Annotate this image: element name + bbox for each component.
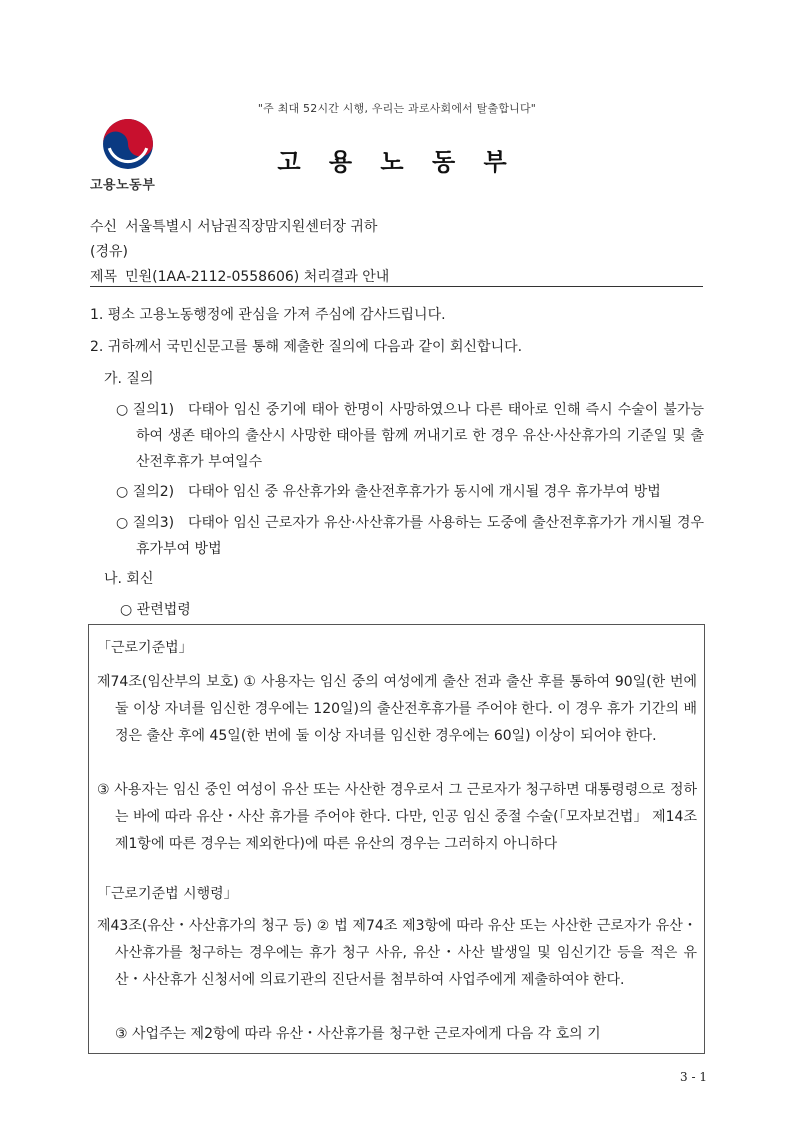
slogan: "주 최대 52시간 시행, 우리는 과로사회에서 탈출합니다"	[257, 102, 537, 115]
recipient-line	[90, 216, 377, 236]
recipient-label: 수신	[90, 219, 118, 235]
document-header-ministry: 고 용 노 동 부	[277, 148, 517, 176]
question-1-text: 다태아 임신 중기에 태아 한명이 사망하였으나 다른 태아로 인해 즉시 수술이 불가능하여 생존 태아의 출산시 사망한 태아를 함께 꺼내기로 한 경우 유산·사산휴가의 기준일 및 출산전후휴가 부여일수	[136, 402, 704, 470]
question-2-marker: ○ 질의2)	[116, 484, 175, 500]
question-1-marker: ○ 질의1)	[116, 402, 175, 418]
law-excerpt-box	[88, 624, 705, 1054]
article-74: 제74조(임산부의 보호) ① 사용자는 임신 중의 여성에게 출산 전과 출산 후를 통하여 90일(한 번에 둘 이상 자녀를 임신한 경우에는 120일)의 출산전후휴가를 주어야 한다. 이 경우 휴가 기간의 배정은 출산 후에 45일(한 번에 둘 이상 자녀를 임신한 경우에는 60일) 이상이 되어야 한다.	[97, 674, 697, 744]
logo-text: 고용노동부	[90, 178, 156, 193]
recipient: 서울특별시 서남권직장맘지원센터장 귀하	[125, 219, 378, 235]
section-b-heading: 나. 회신	[104, 571, 154, 587]
question-3-text: 다태아 임신 근로자가 유산·사산휴가를 사용하는 도중에 출산전후휴가가 개시될 경우 휴가부여 방법	[136, 515, 704, 557]
question-2	[116, 479, 704, 505]
related-law-heading: ○ 관련법령	[120, 602, 191, 618]
via-line: (경유)	[90, 244, 128, 260]
header-divider	[90, 286, 703, 287]
question-2-text: 다태아 임신 중 유산휴가와 출산전후휴가가 동시에 개시될 경우 휴가부여 방법	[188, 484, 661, 500]
paragraph-1: 1. 평소 고용노동행정에 관심을 가져 주심에 감사드립니다.	[90, 307, 446, 323]
subject-line	[90, 266, 389, 286]
article-74-3: ③ 사용자는 임신 중인 여성이 유산 또는 사산한 경우로서 그 근로자가 청구하면 대통령령으로 정하는 바에 따라 유산・사산 휴가를 주어야 한다. 다만, 인공 임신 중절 수술(「모자보건법」 제14조제1항에 따른 경우는 제외한다)에 따른 유산의 경우는 그러하지 아니하다	[97, 782, 697, 852]
page-number: 3 - 1	[680, 1070, 707, 1084]
question-3	[116, 510, 704, 562]
article-43: 제43조(유산・사산휴가의 청구 등) ② 법 제74조 제3항에 따라 유산 또는 사산한 근로자가 유산・사산휴가를 청구하는 경우에는 휴가 청구 사유, 유산・사산 발생일 및 임신기간 등을 적은 유산・사산휴가 신청서에 의료기관의 진단서를 첨부하여 사업주에게 제출하여야 한다.	[97, 918, 697, 988]
law-2-title: 「근로기준법 시행령」	[97, 886, 238, 902]
law-1-title: 「근로기준법」	[97, 640, 193, 656]
paragraph-2: 2. 귀하께서 국민신문고를 통해 제출한 질의에 다음과 같이 회신합니다.	[90, 339, 523, 355]
question-3-marker: ○ 질의3)	[116, 515, 175, 531]
section-a-heading: 가. 질의	[104, 371, 154, 387]
article-43-3: ③ 사업주는 제2항에 따라 유산・사산휴가를 청구한 근로자에게 다음 각 호의 기	[115, 1026, 601, 1042]
subject: 민원(1AA-2112-0558606) 처리결과 안내	[125, 269, 390, 285]
question-1	[116, 397, 704, 475]
subject-label: 제목	[90, 269, 118, 285]
